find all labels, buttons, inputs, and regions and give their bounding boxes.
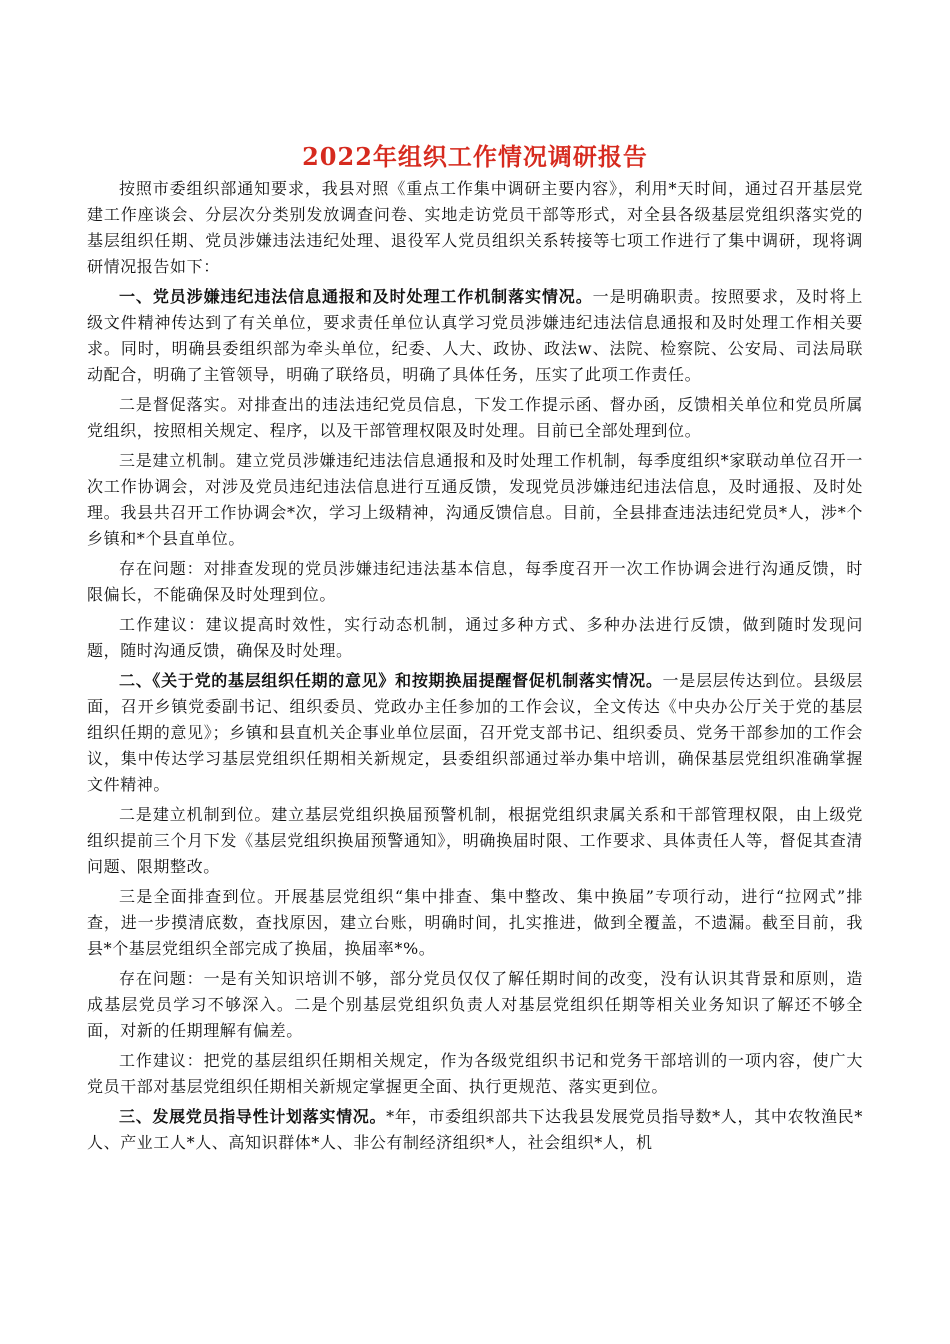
- paragraph: [87, 884, 863, 962]
- section-heading: 三、发展党员指导性计划落实情况。: [119, 1107, 387, 1126]
- document-title: 2022年组织工作情况调研报告: [302, 142, 648, 171]
- paragraph: [87, 448, 863, 552]
- document-body: [87, 176, 863, 1160]
- paragraph: [87, 556, 863, 608]
- paragraph: [87, 392, 863, 444]
- paragraph: [87, 966, 863, 1044]
- paragraph-text: 二是督促落实。对排查出的违法违纪党员信息，下发工作提示函、督办函，反馈相关单位和党员所属党组织，按照相关规定、程序，以及干部管理权限及时处理。目前已全部处理到位。: [87, 395, 863, 440]
- paragraph-text: 一是层层传达到位。县级层面，召开乡镇党委副书记、组织委员、党政办主任参加的工作会议，全文传达《中央办公厅关于党的基层组织任期的意见》；乡镇和县直机关企事业单位层面，召开党支部书记、组织委员、党务干部参加的工作会议，集中传达学习基层党组织任期相关新规定，县委组织部通过举办集中培训，确保基层党组织准确掌握文件精神。: [87, 671, 863, 794]
- paragraph: [87, 802, 863, 880]
- section-heading: 二、《关于党的基层组织任期的意见》和按期换届提醒督促机制落实情况。: [119, 671, 663, 690]
- paragraph-text: 三是全面排查到位。开展基层党组织“集中排查、集中整改、集中换届”专项行动，进行“拉网式”排查，进一步摸清底数，查找原因，建立台账，明确时间，扎实推进，做到全覆盖，不遗漏。截至目前，我县*个基层党组织全部完成了换届，换届率*%。: [87, 887, 863, 958]
- paragraph-text: 工作建议：建议提高时效性，实行动态机制，通过多种方式、多种办法进行反馈，做到随时发现问题，随时沟通反馈，确保及时处理。: [87, 615, 863, 660]
- paragraph-text: *年，市委组织部共下达我县发展党员指导数*人，其中农牧渔民*人、产业工人*人、高知识群体*人、非公有制经济组织*人，社会组织*人，机: [87, 1107, 863, 1152]
- paragraph: [87, 1048, 863, 1100]
- paragraph-text: 按照市委组织部通知要求，我县对照《重点工作集中调研主要内容》，利用*天时间，通过召开基层党建工作座谈会、分层次分类别发放调查问卷、实地走访党员干部等形式，对全县各级基层党组织落实党的基层组织任期、党员涉嫌违法违纪处理、退役军人党员组织关系转接等七项工作进行了集中调研，现将调研情况报告如下：: [87, 179, 863, 276]
- paragraph-text: 存在问题：对排查发现的党员涉嫌违纪违法基本信息，每季度召开一次工作协调会进行沟通反馈，时限偏长，不能确保及时处理到位。: [87, 559, 863, 604]
- paragraph-text: 二是建立机制到位。建立基层党组织换届预警机制，根据党组织隶属关系和干部管理权限，由上级党组织提前三个月下发《基层党组织换届预警通知》，明确换届时限、工作要求、具体责任人等，督促其查清问题、限期整改。: [87, 805, 863, 876]
- paragraph: [87, 1104, 863, 1156]
- paragraph: [87, 176, 863, 280]
- paragraph: [87, 612, 863, 664]
- paragraph-text: 工作建议：把党的基层组织任期相关规定，作为各级党组织书记和党务干部培训的一项内容，使广大党员干部对基层党组织任期相关新规定掌握更全面、执行更规范、落实更到位。: [87, 1051, 863, 1096]
- paragraph-text: 三是建立机制。建立党员涉嫌违纪违法信息通报和及时处理工作机制，每季度组织*家联动单位召开一次工作协调会，对涉及党员违纪违法信息进行互通反馈，发现党员涉嫌违纪违法信息，及时通报、及时处理。我县共召开工作协调会*次，学习上级精神，沟通反馈信息。目前，全县排查违法违纪党员*人，涉*个乡镇和*个县直单位。: [87, 451, 863, 548]
- section-heading: 一、党员涉嫌违纪违法信息通报和及时处理工作机制落实情况。: [119, 287, 593, 306]
- paragraph: [87, 668, 863, 798]
- paragraph-text: 一是明确职责。按照要求，及时将上级文件精神传达到了有关单位，要求责任单位认真学习党员涉嫌违纪违法信息通报和及时处理工作相关要求。同时，明确县委组织部为牵头单位，纪委、人大、政协、政法w、法院、检察院、公安局、司法局联动配合，明确了主管领导，明确了联络员，明确了具体任务，压实了此项工作责任。: [87, 287, 863, 384]
- paragraph-text: 存在问题：一是有关知识培训不够，部分党员仅仅了解任期时间的改变，没有认识其背景和原则，造成基层党员学习不够深入。二是个别基层党组织负责人对基层党组织任期等相关业务知识了解还不够全面，对新的任期理解有偏差。: [87, 969, 863, 1040]
- paragraph: [87, 284, 863, 388]
